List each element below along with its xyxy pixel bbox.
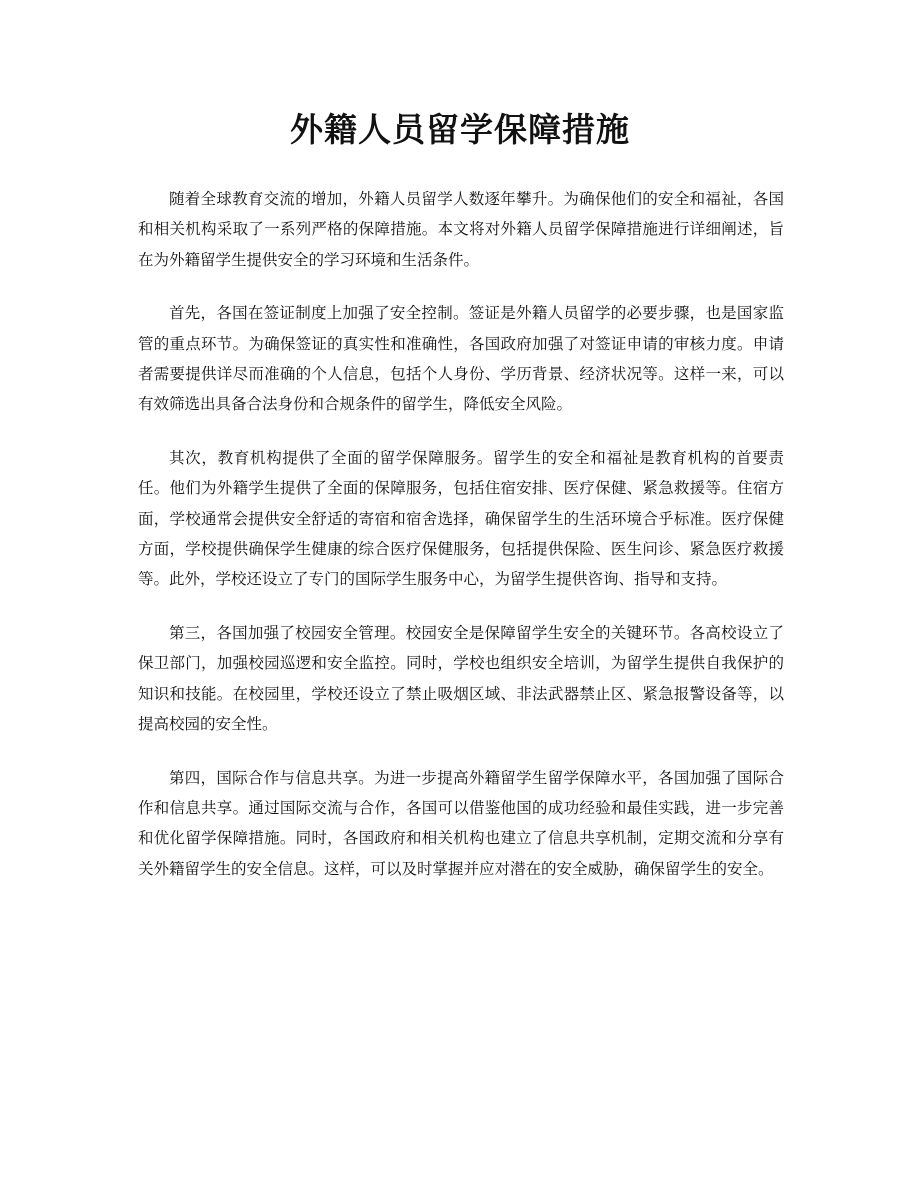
document-body: [138, 184, 784, 907]
paragraph-institution-services: 其次，教育机构提供了全面的留学保障服务。留学生的安全和福祉是教育机构的首要责任。他们为外籍学生提供了全面的保障服务，包括住宿安排、医疗保健、紧急救援等。住宿方面，学校通常会提供安全舒适的寄宿和宿舍选择，确保留学生的生活环境合乎标准。医疗保健方面，学校提供确保学生健康的综合医疗保健服务，包括提供保险、医生问诊、紧急医疗救援等。此外，学校还设立了专门的国际学生服务中心，为留学生提供咨询、指导和支持。: [138, 448, 784, 589]
paragraph-intro: 随着全球教育交流的增加，外籍人员留学人数逐年攀升。为确保他们的安全和福祉，各国和相关机构采取了一系列严格的保障措施。本文将对外籍人员留学保障措施进行详细阐述，旨在为外籍留学生提供安全的学习环境和生活条件。: [138, 190, 784, 269]
document-title: 外籍人员留学保障措施: [290, 110, 630, 149]
paragraph-international-cooperation: 第四，国际合作与信息共享。为进一步提高外籍留学生留学保障水平，各国加强了国际合作和信息共享。通过国际交流与合作，各国可以借鉴他国的成功经验和最佳实践，进一步完善和优化留学保障措施。同时，各国政府和相关机构也建立了信息共享机制，定期交流和分享有关外籍留学生的安全信息。这样，可以及时掌握并应对潜在的安全威胁，确保留学生的安全。: [138, 768, 784, 878]
paragraph-campus-safety: 第三，各国加强了校园安全管理。校园安全是保障留学生安全的关键环节。各高校设立了保卫部门，加强校园巡逻和安全监控。同时，学校也组织安全培训，为留学生提供自我保护的知识和技能。在校园里，学校还设立了禁止吸烟区域、非法武器禁止区、紧急报警设备等，以提高校园的安全性。: [138, 623, 784, 734]
paragraph-visa-control: 首先，各国在签证制度上加强了安全控制。签证是外籍人员留学的必要步骤，也是国家监管的重点环节。为确保签证的真实性和准确性，各国政府加强了对签证申请的审核力度。申请者需要提供详尽而准确的个人信息，包括个人身份、学历背景、经济状况等。这样一来，可以有效筛选出具备合法身份和合规条件的留学生，降低安全风险。: [138, 304, 784, 414]
